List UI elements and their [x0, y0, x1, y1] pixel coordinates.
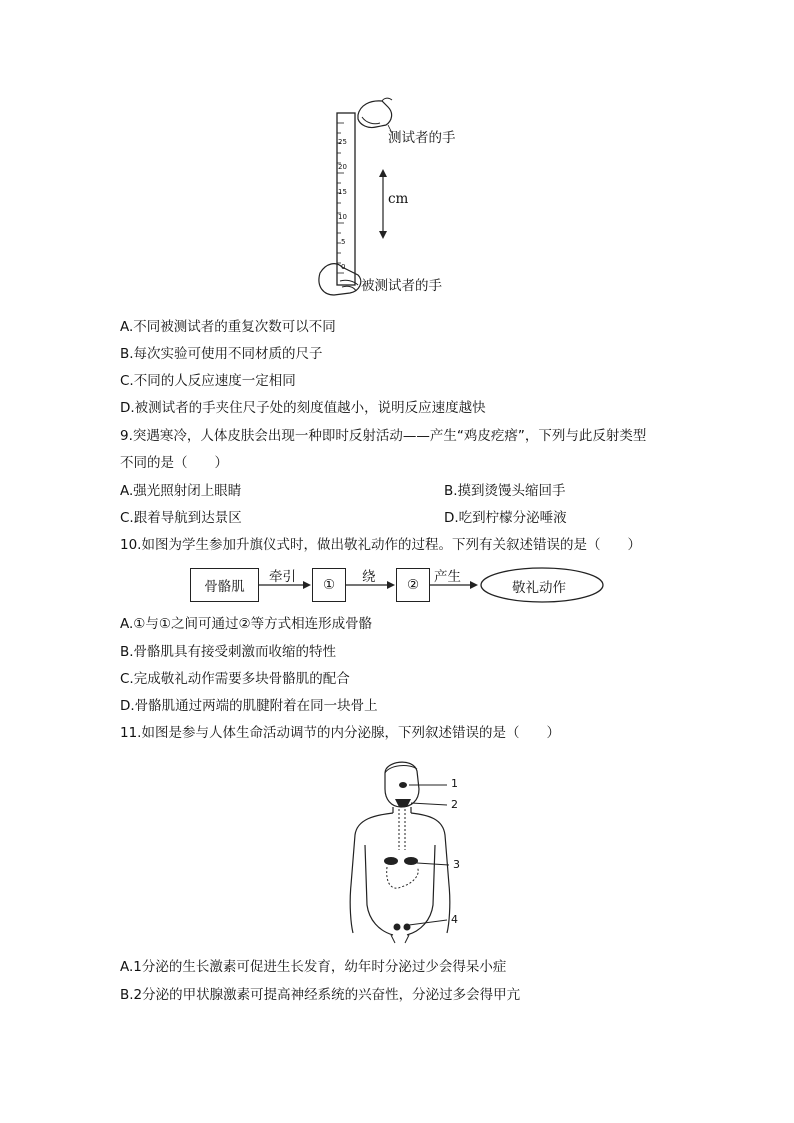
q9-stem-line1: 9.突遇寒冷，人体皮肤会出现一种即时反射活动——产生“鸡皮疙瘩”，下列与此反射类型	[120, 428, 647, 444]
q10-option-d: D.骨骼肌通过两端的肌腱附着在同一块骨上	[120, 698, 378, 714]
q11-option-b: B.2分泌的甲状腺激素可提高神经系统的兴奋性，分泌过多会得甲亢	[120, 987, 521, 1003]
q9-option-d: D.吃到柠檬分泌唾液	[444, 510, 567, 526]
ruler-tick-0: 0	[341, 263, 346, 271]
ruler-tick-25: 25	[338, 138, 347, 146]
endocrine-figure	[335, 755, 475, 945]
ruler-tick-20: 20	[338, 163, 347, 171]
ruler-tick-10: 10	[338, 213, 347, 221]
flow-arrow-label-pull: 牵引	[269, 569, 296, 585]
gland-label-2: 2	[451, 798, 458, 811]
flow-arrow-label-produce: 产生	[434, 569, 461, 585]
q9-stem-line2: 不同的是（ ）	[120, 455, 228, 471]
ruler-figure	[300, 95, 500, 305]
gland-label-3: 3	[453, 858, 460, 871]
gland-label-1: 1	[451, 777, 458, 790]
q8-option-d: D.被测试者的手夹住尺子处的刻度值越小，说明反应速度越快	[120, 400, 486, 416]
q9-option-c: C.跟着导航到达景区	[120, 510, 242, 526]
flow-box-1: ①	[312, 568, 346, 602]
q10-option-b: B.骨骼肌具有接受刺激而收缩的特性	[120, 644, 337, 660]
cm-label: cm	[388, 191, 409, 207]
q9-option-a: A.强光照射闭上眼睛	[120, 483, 242, 499]
q10-option-a: A.①与①之间可通过②等方式相连形成骨骼	[120, 616, 373, 632]
flow-ellipse-salute: 敬礼动作	[512, 580, 566, 596]
q10-flow-diagram	[190, 563, 610, 607]
q8-option-a: A.不同被测试者的重复次数可以不同	[120, 319, 336, 335]
q8-option-b: B.每次实验可使用不同材质的尺子	[120, 346, 323, 362]
q10-option-c: C.完成敬礼动作需要多块骨骼肌的配合	[120, 671, 350, 687]
q8-option-c: C.不同的人反应速度一定相同	[120, 373, 296, 389]
flow-arrow-label-around: 绕	[362, 569, 376, 585]
q10-stem: 10.如图为学生参加升旗仪式时，做出敬礼动作的过程。下列有关叙述错误的是（ ）	[120, 537, 641, 553]
q9-option-b: B.摸到烫馒头缩回手	[444, 483, 566, 499]
gland-label-4: 4	[451, 913, 458, 926]
top-hand-label: 测试者的手	[388, 130, 456, 146]
bottom-hand-label: 被测试者的手	[361, 278, 442, 294]
ruler-tick-15: 15	[338, 188, 347, 196]
q11-option-a: A.1分泌的生长激素可促进生长发育，幼年时分泌过少会得呆小症	[120, 959, 507, 975]
flow-box-skeletal-muscle: 骨骼肌	[190, 568, 259, 602]
flow-box-2: ②	[396, 568, 430, 602]
ruler-tick-5: 5	[341, 238, 346, 246]
q11-stem: 11.如图是参与人体生命活动调节的内分泌腺，下列叙述错误的是（ ）	[120, 725, 560, 741]
